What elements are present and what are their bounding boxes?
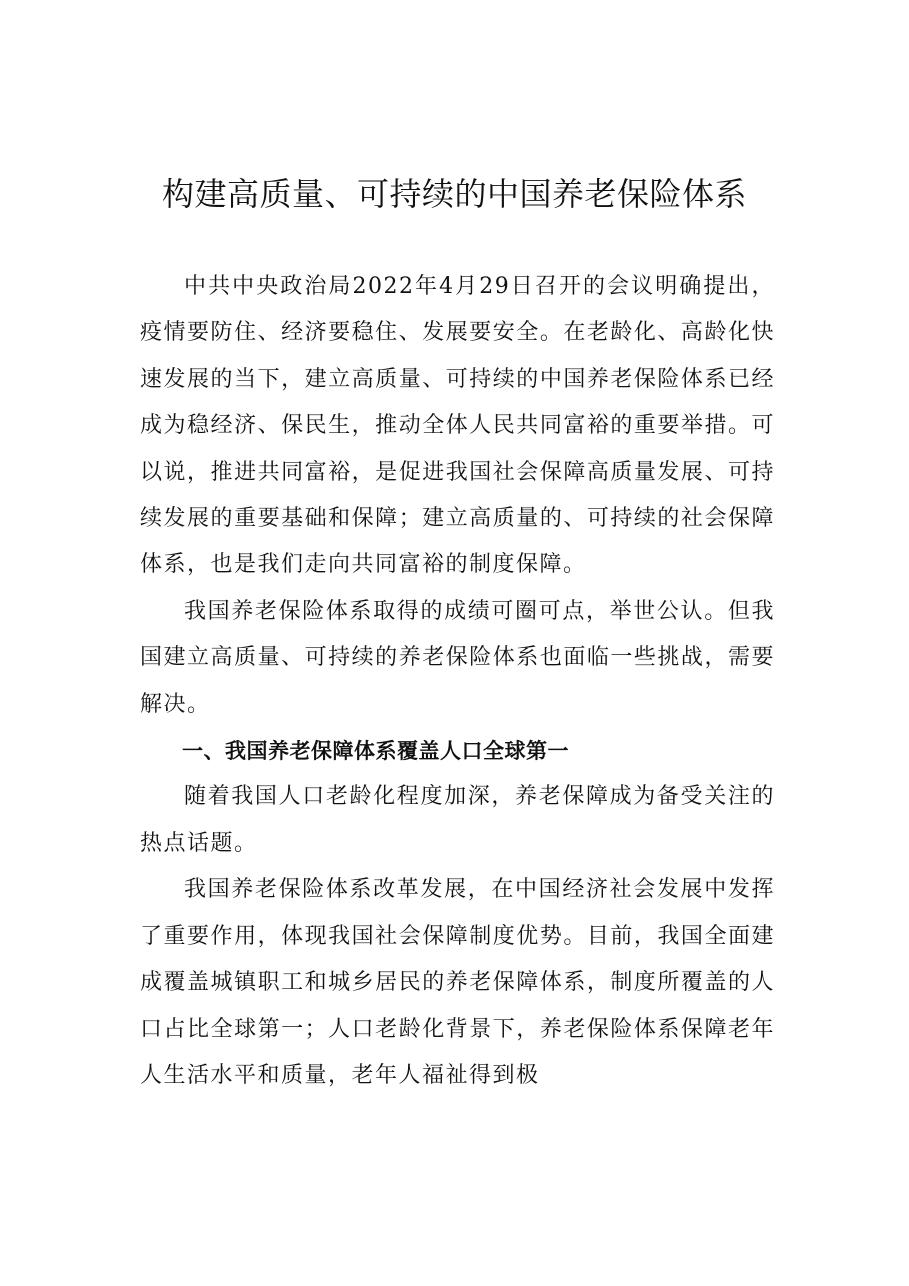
paragraph-section1-1: 随着我国人口老龄化程度加深，养老保障成为备受关注的热点话题。 <box>140 784 775 856</box>
document-body <box>140 264 775 1099</box>
document-title: 构建高质量、可持续的中国养老保险体系 <box>161 175 747 213</box>
paragraph-section1-2: 我国养老保险体系改革发展，在中国经济社会发展中发挥了重要作用，体现我国社会保障制度优势。目前，我国全面建成覆盖城镇职工和城乡居民的养老保障体系，制度所覆盖的人口占比全球第一；人口老龄化背景下，养老保险体系保障老年人生活水平和质量，老年人福祉得到极 <box>140 877 775 1088</box>
paragraph-intro: 中共中央政治局2022年4月29日召开的会议明确提出，疫情要防住、经济要稳住、发展要安全。在老龄化、高龄化快速发展的当下，建立高质量、可持续的中国养老保险体系已经成为稳经济、保民生，推动全体人民共同富裕的重要举措。可以说，推进共同富裕，是促进我国社会保障高质量发展、可持续发展的重要基础和保障；建立高质量的、可持续的社会保障体系，也是我们走向共同富裕的制度保障。 <box>140 274 775 578</box>
section-heading-1: 一、我国养老保障体系覆盖人口全球第一 <box>182 739 569 764</box>
paragraph-challenges: 我国养老保险体系取得的成绩可圈可点，举世公认。但我国建立高质量、可持续的养老保险体系也面临一些挑战，需要解决。 <box>140 598 775 717</box>
